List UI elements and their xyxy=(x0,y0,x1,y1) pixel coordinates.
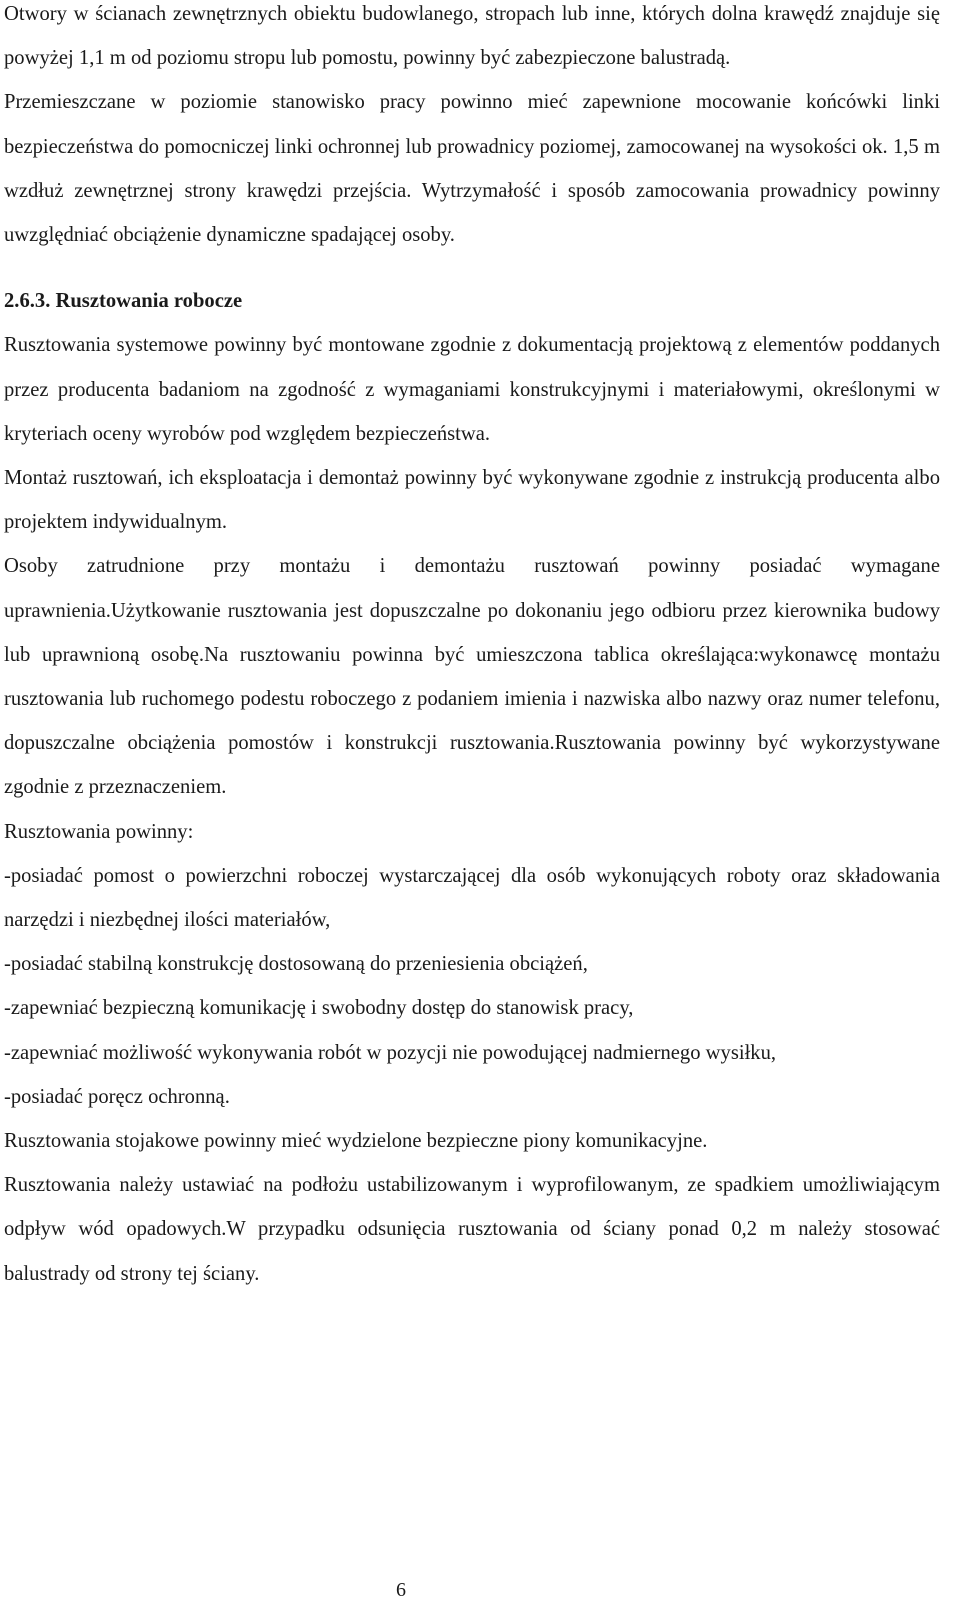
paragraph-openings-balustrade: Otwory w ścianach zewnętrznych obiektu budowlanego, stropach lub inne, których dolna krawędź znajduje się powyżej 1,1 m od poziomu stropu lub pomostu, powinny być zabezpieczone balustradą. xyxy=(4,3,940,70)
paragraph-assembly: Montaż rusztowań, ich eksploatacja i demontaż powinny być wykonywane zgodnie z instrukcją producenta albo projektem indywidualnym. xyxy=(4,467,940,534)
paragraph-ground-setup: Rusztowania należy ustawiać na podłożu ustabilizowanym i wyprofilowanym, ze spadkiem umożliwiającym odpływ wód opadowych.W przypadku odsunięcia rusztowania od ściany ponad 0,2 m należy stosować balustrady od strony tej ściany. xyxy=(4,1174,940,1285)
list-item-guardrail: -posiadać poręcz ochronną. xyxy=(4,1085,230,1108)
section-heading: 2.6.3. Rusztowania robocze xyxy=(4,290,243,313)
list-item-platform: -posiadać pomost o powierzchni roboczej wystarczającej dla osób wykonujących roboty oraz składowania narzędzi i niezbędnej ilości materiałów, xyxy=(4,864,940,932)
paragraph-safety-line: Przemieszczane w poziomie stanowisko pracy powinno mieć zapewnione mocowanie końcówki linki bezpieczeństwa do pomocniczej linki ochronnej lub prowadnicy poziomej, zamocowanej na wysokości ok. 1,5 m wzdłuż zewnętrznej strony krawędzi przejścia. Wytrzymałość i sposób zamocowania prowadnicy powinny uwzględniać obciążenie dynamiczne spadającej osoby. xyxy=(4,91,940,247)
paragraph-standing-scaffolding: Rusztowania stojakowe powinny mieć wydzielone bezpieczne piony komunikacyjne. xyxy=(4,1130,708,1153)
paragraph-system-scaffolding: Rusztowania systemowe powinny być montowane zgodnie z dokumentacją projektową z elementów poddanych przez producenta badaniom na zgodność z wymaganiami konstrukcyjnymi i materiałowymi, określonymi w kryteriach oceny wyrobów pod względem bezpieczeństwa. xyxy=(4,334,940,445)
paragraph-requirements-intro: Rusztowania powinny: xyxy=(4,820,194,843)
list-item-working-position: -zapewniać możliwość wykonywania robót w pozycji nie powodującej nadmiernego wysiłku, xyxy=(4,1041,777,1064)
section-gap xyxy=(4,257,940,279)
document-page xyxy=(4,0,940,1296)
list-item-safe-communication: -zapewniać bezpieczną komunikację i swobodny dostęp do stanowisk pracy, xyxy=(4,997,634,1020)
paragraph-qualifications: Osoby zatrudnione przy montażu i demontażu rusztowań powinny posiadać wymagane uprawnienia.Użytkowanie rusztowania jest dopuszczalne po dokonaniu jego odbioru przez kierownika budowy lub uprawnioną osobę.Na rusztowaniu powinna być umieszczona tablica określająca:wykonawcę montażu rusztowania lub ruchomego podestu roboczego z podaniem imienia i nazwiska albo nazwy oraz numer telefonu, dopuszczalne obciążenia pomostów i konstrukcji rusztowania.Rusztowania powinny być wykorzystywane zgodnie z przeznaczeniem. xyxy=(4,555,940,799)
page-number: 6 xyxy=(396,1579,406,1601)
list-item-stable-construction: -posiadać stabilną konstrukcję dostosowaną do przeniesienia obciążeń, xyxy=(4,953,588,976)
